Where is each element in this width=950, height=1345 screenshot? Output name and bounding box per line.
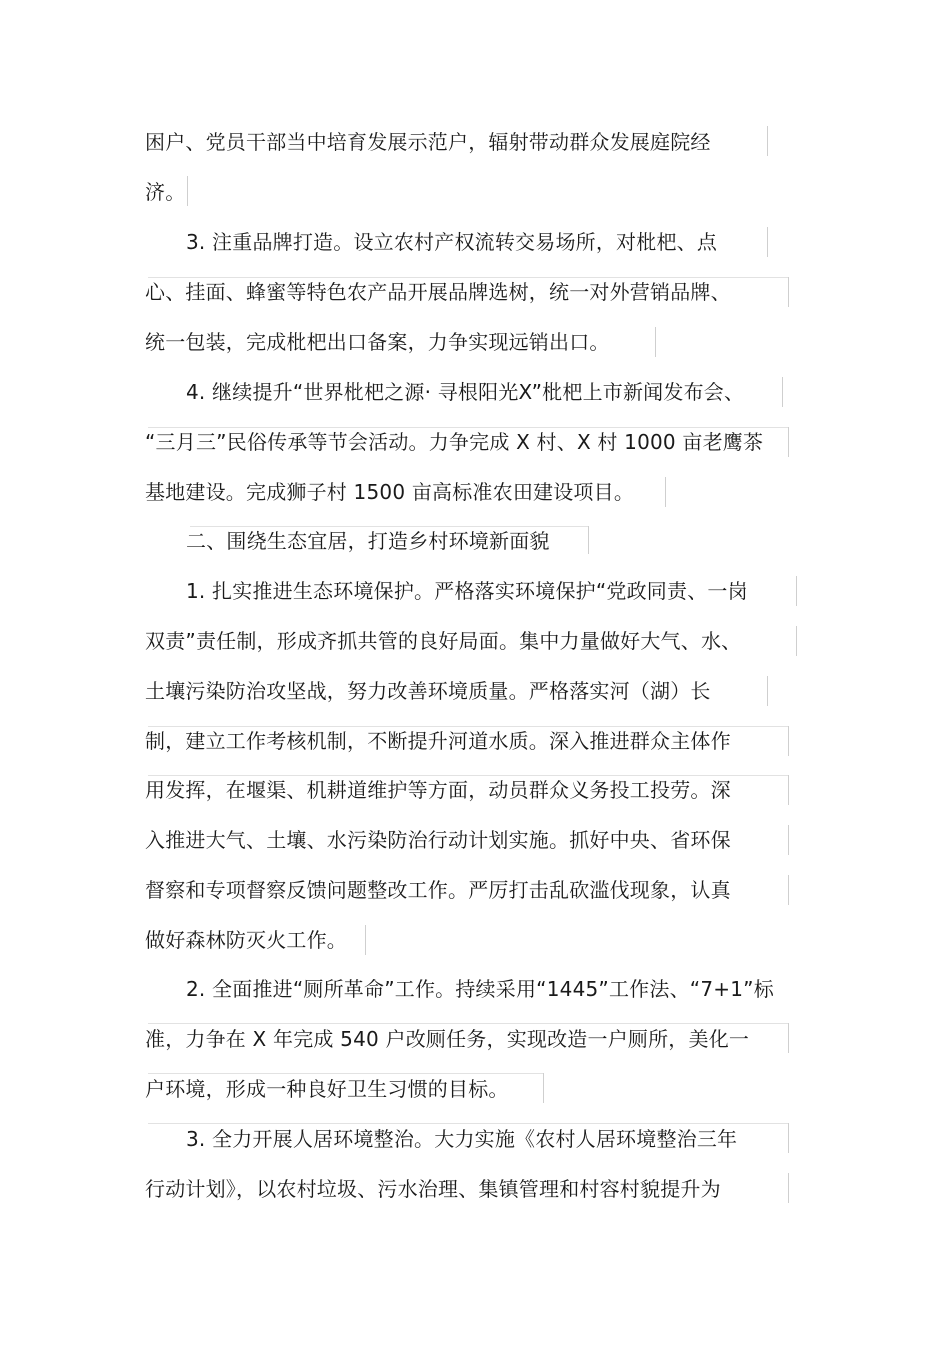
scan-artifact-rule [148, 1073, 543, 1074]
scan-artifact-rule [788, 1123, 789, 1153]
body-text-line: 1. 扎实推进生态环境保护。严格落实环境保护“党政同责、一岗 [186, 579, 748, 603]
body-text-line: 做好森林防灭火工作。 [145, 928, 347, 952]
body-text-line: 3. 注重品牌打造。设立农村产权流转交易场所，对枇杷、点 [186, 230, 718, 254]
scan-artifact-rule [187, 176, 188, 206]
scan-artifact-rule [543, 1073, 544, 1103]
scan-artifact-rule [788, 1023, 789, 1053]
scan-artifact-rule [148, 1123, 788, 1124]
scan-artifact-rule [788, 277, 789, 307]
scan-artifact-rule [655, 327, 656, 357]
scan-artifact-rule [767, 126, 768, 156]
body-text-line: 4. 继续提升“世界枇杷之源· 寻根阳光X”枇杷上市新闻发布会、 [186, 380, 745, 404]
body-text-line: 心、挂面、蜂蜜等特色农产品开展品牌选树，统一对外营销品牌、 [145, 280, 731, 304]
scan-artifact-rule [796, 626, 797, 656]
body-text-line: 督察和专项督察反馈问题整改工作。严厉打击乱砍滥伐现象，认真 [145, 878, 731, 902]
scan-artifact-rule [788, 825, 789, 855]
scan-artifact-rule [782, 377, 783, 407]
body-text-line: 户环境，形成一种良好卫生习惯的目标。 [145, 1077, 509, 1101]
scan-artifact-rule [788, 726, 789, 756]
scan-artifact-rule [788, 1173, 789, 1203]
body-text-line: 困户、党员干部当中培育发展示范户，辐射带动群众发展庭院经 [145, 130, 711, 154]
section-heading: 二、围绕生态宜居，打造乡村环境新面貌 [186, 529, 550, 553]
scan-artifact-rule [588, 526, 589, 554]
scan-artifact-rule [788, 775, 789, 805]
body-text-line: 统一包装，完成枇杷出口备案，力争实现远销出口。 [145, 330, 610, 354]
scan-artifact-rule [796, 576, 797, 606]
body-text-line: 基地建设。完成狮子村 1500 亩高标准农田建设项目。 [145, 480, 635, 504]
body-text-line: 土壤污染防治攻坚战，努力改善环境质量。严格落实河（湖）长 [145, 679, 711, 703]
body-text-line: 制，建立工作考核机制，不断提升河道水质。深入推进群众主体作 [145, 729, 731, 753]
scan-artifact-rule [148, 1023, 788, 1024]
body-text-line: 准，力争在 X 年完成 540 户改厕任务，实现改造一户厕所，美化一 [145, 1027, 750, 1051]
body-text-line: 2. 全面推进“厕所革命”工作。持续采用“1445”工作法、“7+1”标 [186, 977, 774, 1001]
body-text-line: “三月三”民俗传承等节会活动。力争完成 X 村、X 村 1000 亩老鹰茶 [145, 430, 764, 454]
body-text-line: 双责”责任制，形成齐抓共管的良好局面。集中力量做好大气、水、 [145, 629, 742, 653]
body-text-line: 入推进大气、土壤、水污染防治行动计划实施。抓好中央、省环保 [145, 828, 731, 852]
body-text-line: 济。 [145, 180, 186, 204]
scan-artifact-rule [365, 925, 366, 955]
scan-artifact-rule [788, 875, 789, 905]
scan-artifact-rule [665, 477, 666, 507]
scan-artifact-rule [767, 227, 768, 257]
scan-artifact-rule [767, 676, 768, 706]
body-text-line: 用发挥，在堰渠、机耕道维护等方面，动员群众义务投工投劳。深 [145, 778, 731, 802]
body-text-line: 3. 全力开展人居环境整治。大力实施《农村人居环境整治三年 [186, 1127, 738, 1151]
scan-artifact-rule [788, 427, 789, 457]
body-text-line: 行动计划》，以农村垃圾、污水治理、集镇管理和村容村貌提升为 [145, 1177, 721, 1201]
